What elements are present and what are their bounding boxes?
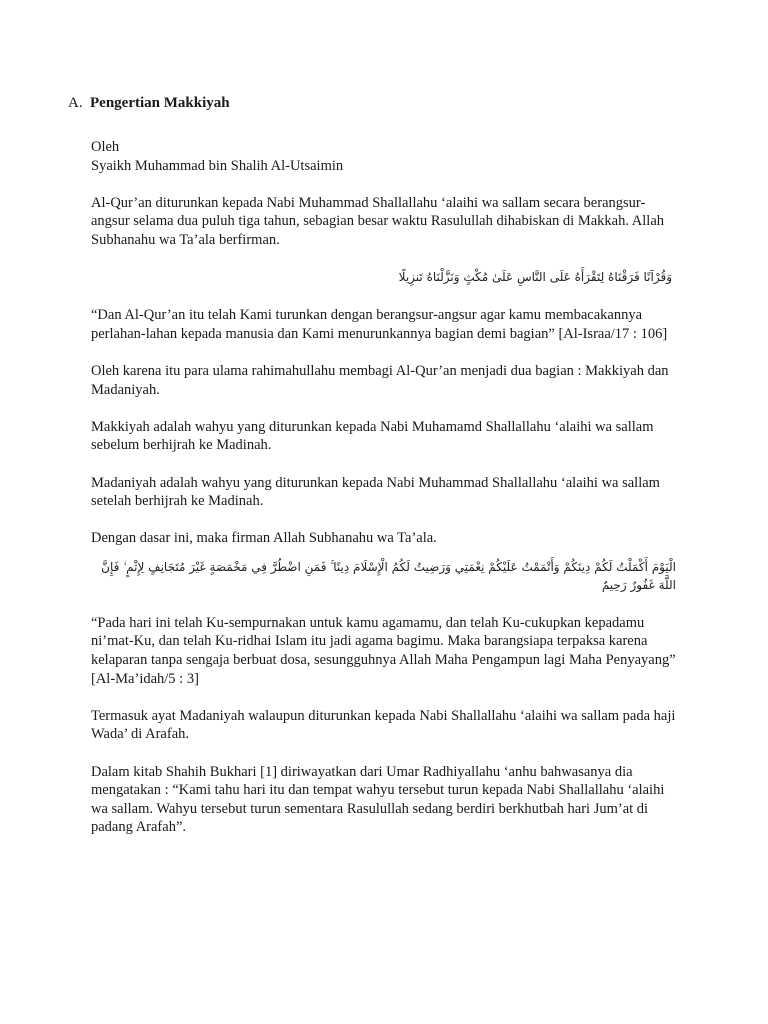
section-title: Pengertian Makkiyah <box>90 95 230 111</box>
paragraph-madaniyah-definition: Madaniyah adalah wahyu yang diturunkan kepada Nabi Muhammad Shallallahu ‘alaihi wa sallam setelah berhijrah ke Madinah. <box>91 474 660 510</box>
paragraph-intro: Al-Qur’an diturunkan kepada Nabi Muhammad Shallallahu ‘alaihi wa sallam secara berangsur-angsur selama dua puluh tiga tahun, sebagian besar waktu Rasulullah dihabiskan di Makkah. Allah Subhanahu wa Ta’ala berfirman. <box>91 194 665 248</box>
paragraph-translation-maidah: “Pada hari ini telah Ku-sempurnakan untuk kamu agamamu, dan telah Ku-cukupkan kepadamu ni’mat-Ku, dan telah Ku-ridhai Islam itu jadi agama bagimu. Maka barangsiapa terpaksa karena kelaparan tanpa sengaja berbuat dosa, sesungguhnya Allah Maha Pengampun lagi Maha Penyayang” [Al-Ma’idah/5 : 3] <box>91 614 676 687</box>
paragraph-translation-israa: “Dan Al-Qur’an itu telah Kami turunkan dengan berangsur-angsur agar kamu membacakannya perlahan-lahan kepada manusia dan Kami menurunkannya bagian demi bagian” [Al-Israa/17 : 106] <box>91 307 668 342</box>
author-label: Oleh <box>91 139 120 155</box>
arabic-verse-israa: وَقُرْآنًا فَرَقْنَاهُ لِتَقْرَأَهُ عَلَى النَّاسِ عَلَىٰ مُكْثٍ وَنَزَّلْنَاهُ تَنزِيلًا <box>398 270 672 285</box>
document-body <box>91 138 676 856</box>
arabic-verse-maidah: الْيَوْمَ أَكْمَلْتُ لَكُمْ دِينَكُمْ وَأَتْمَمْتُ عَلَيْكُمْ نِعْمَتِي وَرَضِيتُ لَكُمُ الْإِسْلَامَ دِينًا ۚ فَمَنِ اضْطُرَّ فِي مَخْمَصَةٍ غَيْرَ مُتَجَانِفٍ لِإِثْمٍ ۙ فَإِنَّ اللَّهَ غَفُورٌ رَحِيمٌ <box>101 559 676 592</box>
paragraph-division: Oleh karena itu para ulama rahimahullahu membagi Al-Qur’an menjadi dua bagian : Makkiyah dan Madaniyah. <box>91 362 669 398</box>
paragraph-wada: Termasuk ayat Madaniyah walaupun diturunkan kepada Nabi Shallallahu ‘alaihi wa sallam pada haji Wada’ di Arafah. <box>91 707 676 743</box>
author-name: Syaikh Muhammad bin Shalih Al-Utsaimin <box>91 157 344 174</box>
paragraph-basis: Dengan dasar ini, maka firman Allah Subhanahu wa Ta’ala. <box>91 530 437 547</box>
paragraph-bukhari: Dalam kitab Shahih Bukhari [1] diriwayatkan dari Umar Radhiyallahu ‘anhu bahwasanya dia mengatakan : “Kami tahu hari itu dan tempat wahyu tersebut turun kepada Nabi Shallallahu ‘alaihi wa sallam. Wahyu tersebut turun sementara Rasulullah sedang berdiri berkhutbah hari Jum’at di padang Arafah”. <box>91 763 665 836</box>
section-marker: A. <box>68 95 83 111</box>
paragraph-makkiyah-definition: Makkiyah adalah wahyu yang diturunkan kepada Nabi Muhamamd Shallallahu ‘alaihi wa sallam sebelum berhijrah ke Madinah. <box>91 418 654 454</box>
section-heading <box>68 94 230 112</box>
